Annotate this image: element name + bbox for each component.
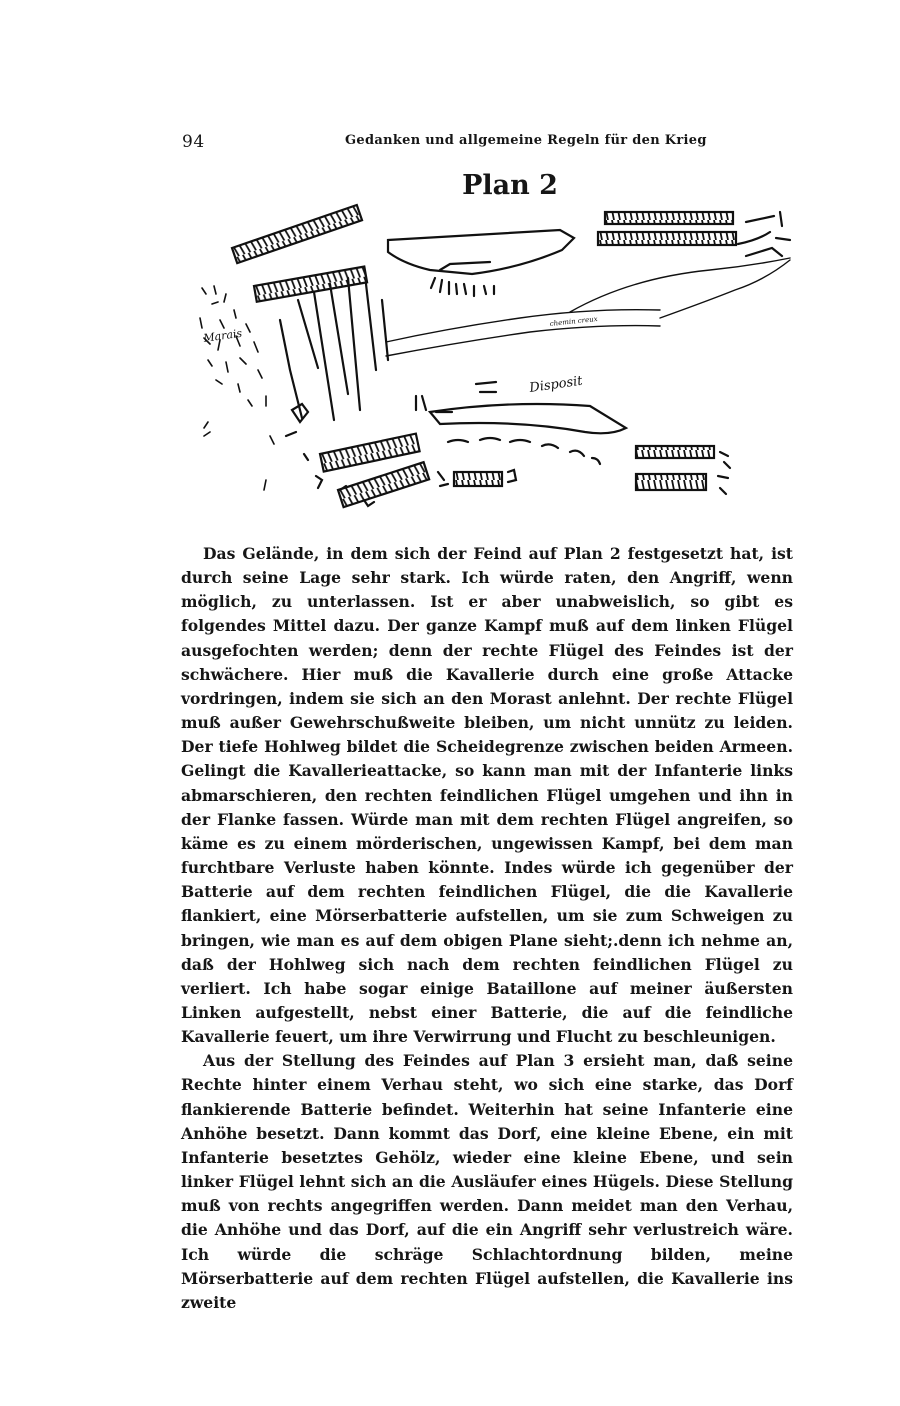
paragraph: Das Gelände, in dem sich der Feind auf Plan 2 festgesetzt hat, ist durch seine Lage sehr stark. Ich würde raten, den Angriff, wenn möglich, zu unterlassen. Ist er aber unabweislich, so gibt es folgendes Mittel dazu. Der ganze Kampf muß auf dem linken Flügel ausgefochten werden; denn der rechte Flügel des Feindes ist der schwächere. Hier muß die Kavallerie durch eine große Attacke vordringen, indem sie sich an den Morast anlehnt. Der rechte Flügel muß außer Gewehrschußweite bleiben, um nicht unnütz zu leiden. Der tiefe Hohlweg bildet die Scheidegrenze zwischen beiden Armeen. Gelingt die Kavallerieattacke, so kann man mit der Infanterie links abmarschieren, den rechten feindlichen Flügel umgehen und ihn in der Flanke fassen. Würde man mit dem rechten Flügel angreifen, so käme es zu einem mörderischen, ungewissen Kampf, bei dem man furchtbare Verluste haben könnte. Indes würde ich gegenüber der Batterie auf dem rechten feindlichen Flügel, die die Kavallerie flankiert, eine Mörserbatterie aufstellen, um sie zum Schweigen zu bringen, wie man es auf dem obigen Plane sieht;.denn ich nehme an, daß der Hohlweg sich nach dem rechten feindlichen Flügel zu verliert. Ich habe sogar einige Bataillone auf meiner äußersten Linken aufgestellt, nebst einer Batterie, die auf die feindliche Kavallerie feuert, um ihre Verwirrung und Flucht zu beschleunigen. [181,544,793,1047]
troop-line-top-right [605,212,733,224]
plan-title: Plan 2 [462,170,558,201]
troop-line-bottom-left-2 [338,462,429,507]
page-number: 94 [182,132,205,152]
battle-plan-sketch [190,200,810,530]
troop-block-middle [454,472,502,486]
hill-outline [388,230,574,274]
disposit-label: Disposit [528,373,584,396]
troop-block-right [636,446,714,458]
running-head: Gedanken und allgemeine Regeln für den Krieg [345,133,707,148]
body-text [181,542,793,1315]
disposit-outline [430,404,626,433]
marsh-label: Marais [202,326,243,345]
troop-line-bottom-left [320,434,420,472]
troop-block-right-2 [636,474,706,490]
troop-line-top-left [232,205,362,263]
paragraph: Aus der Stellung des Feindes auf Plan 3 ersieht man, daß seine Rechte hinter einem Verhau steht, wo sich eine starke, das Dorf flankierende Batterie befindet. Weiterhin hat seine Infanterie eine Anhöhe besetzt. Dann kommt das Dorf, eine kleine Ebene, ein mit Infanterie besetztes Gehölz, wieder eine kleine Ebene, und sein linker Flügel lehnt sich an die Ausläufer eines Hügels. Diese Stellung muß von rechts angegriffen werden. Dann meidet man den Verhau, die Anhöhe und das Dorf, auf die ein Angriff sehr verlustreich wäre. Ich würde die schräge Schlachtordnung bilden, meine Mörserbatterie auf dem rechten Flügel aufstellen, die Kavallerie ins zweite [181,1051,793,1312]
road-label: chemin creux [549,315,598,328]
troop-line-right [598,232,736,245]
